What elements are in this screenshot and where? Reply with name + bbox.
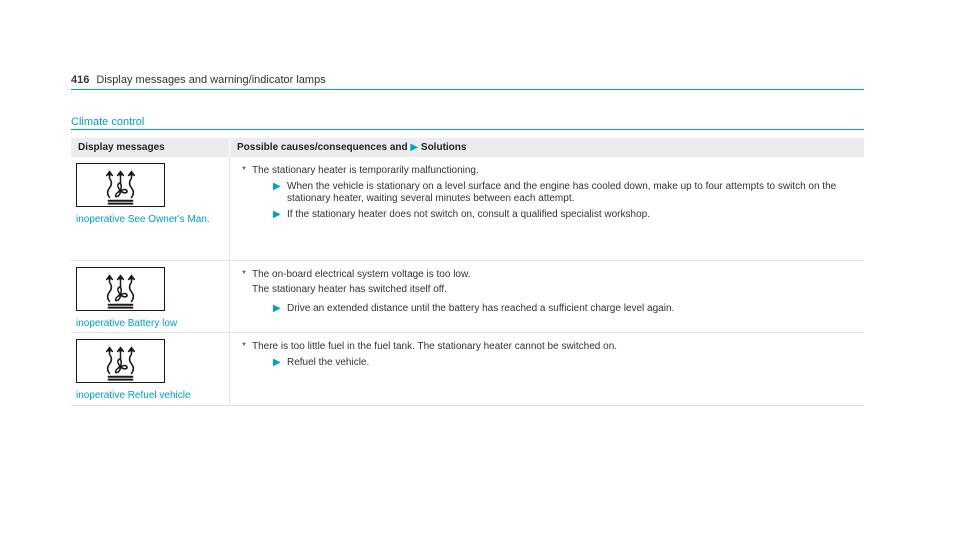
cause-sentence: The on-board electrical system voltage is too low. <box>252 269 471 280</box>
solution-text: Drive an extended distance until the battery has reached a sufficient charge level again. <box>287 303 675 314</box>
footnote-star: * <box>242 165 246 176</box>
solution-text: Refuel the vehicle. <box>287 357 370 368</box>
display-messages-table <box>71 138 864 406</box>
cause-sentence: There is too little fuel in the fuel tank. The stationary heater cannot be switched on. <box>252 341 618 352</box>
page-header <box>71 74 326 86</box>
causes-cell <box>230 333 865 406</box>
solution-text: If the stationary heater does not switch on, consult a qualified specialist workshop. <box>287 209 650 220</box>
message-cell <box>71 261 230 333</box>
solution-arrow-icon: ▶ <box>410 142 419 153</box>
solution-arrow-icon: ▶ <box>273 209 281 220</box>
page-number: 416 <box>71 74 90 86</box>
cause-text <box>242 165 852 177</box>
table-row <box>71 261 864 333</box>
auxiliary-heater-icon <box>76 267 165 311</box>
column-header-display-messages: Display messages <box>71 138 230 157</box>
section-title: Climate control <box>71 116 145 128</box>
cause-sentence: The stationary heater is temporarily malfunctioning. <box>252 165 479 176</box>
solution-item <box>273 357 852 369</box>
cause-extra-text: The stationary heater has switched itself off. <box>252 284 447 295</box>
message-cell <box>71 333 230 406</box>
solution-arrow-icon: ▶ <box>273 357 281 368</box>
footnote-star: * <box>242 269 246 280</box>
causes-cell <box>230 157 865 261</box>
column-header-causes <box>230 138 865 157</box>
solution-text: When the vehicle is stationary on a level surface and the engine has cooled down, make up to four attempts to switch on the stationary heater, waiting several minutes between each attempt. <box>287 181 837 204</box>
page-title: Display messages and warning/indicator lamps <box>96 74 326 86</box>
causes-cell <box>230 261 865 333</box>
message-label: inoperative See Owner's Man. <box>76 214 210 225</box>
solution-arrow-icon: ▶ <box>273 303 281 314</box>
message-label: inoperative Battery low <box>76 318 178 329</box>
table-row <box>71 157 864 261</box>
section-divider <box>71 129 864 130</box>
solutions-header-text: Solutions <box>420 142 467 153</box>
message-cell <box>71 157 230 261</box>
table-row <box>71 333 864 406</box>
cause-text <box>242 341 852 353</box>
auxiliary-heater-icon <box>76 339 165 383</box>
auxiliary-heater-icon <box>76 163 165 207</box>
solution-item <box>273 181 852 205</box>
cause-text <box>242 269 852 281</box>
header-divider <box>71 89 864 90</box>
solution-arrow-icon: ▶ <box>273 181 281 192</box>
causes-header-text: Possible causes/consequences and <box>237 142 408 153</box>
solution-item <box>273 303 852 315</box>
message-label: inoperative Refuel vehicle <box>76 390 191 401</box>
footnote-star: * <box>242 341 246 352</box>
solution-item <box>273 209 852 221</box>
table-header-row <box>71 138 864 157</box>
